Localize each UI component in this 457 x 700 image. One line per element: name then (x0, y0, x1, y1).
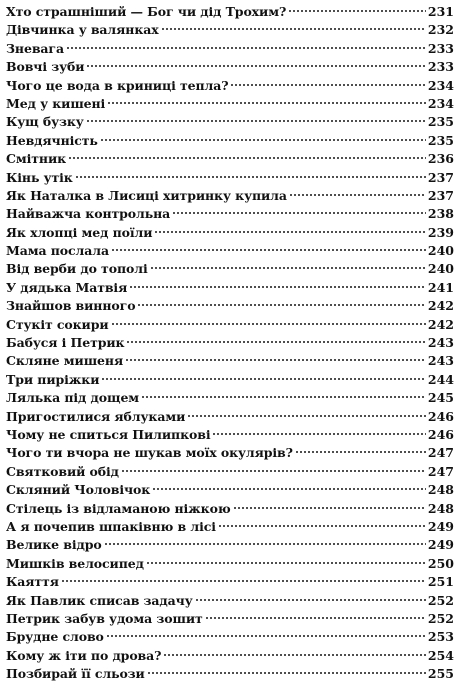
dot-leader (233, 506, 426, 510)
toc-entry-12 (6, 205, 454, 223)
toc-entry-page-number: 233 (427, 40, 454, 56)
toc-entry-14 (6, 242, 454, 260)
toc-entry-26 (6, 463, 454, 481)
toc-entry-19 (6, 334, 454, 352)
dot-leader (106, 634, 426, 638)
toc-entry-title: Скляне мишеня (6, 353, 124, 369)
toc-entry-title: Лялька під дощем (6, 390, 140, 406)
toc-entry-page-number: 250 (427, 555, 454, 571)
dot-leader (163, 653, 426, 657)
toc-entry-title: Скляний Чоловічок (6, 482, 151, 498)
toc-entry-title: Мишків велосипед (6, 555, 144, 571)
toc-entry-page-number: 254 (427, 647, 454, 663)
dot-leader (187, 414, 426, 418)
toc-entry-title: Кому ж іти по дрова? (6, 647, 162, 663)
toc-entry-title: Знайшов винного (6, 298, 136, 314)
toc-entry-page-number: 235 (427, 132, 454, 148)
toc-entry-5 (6, 77, 454, 95)
dot-leader (86, 64, 425, 68)
toc-entry-34 (6, 610, 454, 628)
dot-leader (230, 83, 425, 87)
toc-entry-page-number: 252 (427, 592, 454, 608)
dot-leader (66, 46, 426, 50)
dot-leader (101, 377, 426, 381)
toc-entry-title: Брудне слово (6, 629, 104, 645)
toc-entry-title: Як хлопці мед поїли (6, 224, 153, 240)
dot-leader (288, 9, 426, 13)
dot-leader (75, 175, 426, 179)
table-of-contents (6, 3, 454, 683)
toc-entry-page-number: 240 (427, 261, 454, 277)
toc-entry-10 (6, 169, 454, 187)
toc-entry-28 (6, 500, 454, 518)
toc-entry-title: Велике відро (6, 537, 102, 553)
toc-entry-page-number: 253 (427, 629, 454, 645)
dot-leader (111, 322, 426, 326)
toc-entry-page-number: 231 (427, 4, 454, 19)
toc-entry-21 (6, 371, 454, 389)
toc-entry-page-number: 240 (427, 243, 454, 259)
toc-entry-title: Хто страшніший — Бог чи дід Трохим? (6, 4, 287, 19)
toc-entry-title: Петрик забув удома зошит (6, 610, 203, 626)
toc-entry-title: Смітник (6, 151, 67, 167)
dot-leader (100, 138, 426, 142)
toc-entry-7 (6, 113, 454, 131)
toc-entry-title: Чого це вода в криниці тепла? (6, 77, 229, 93)
toc-entry-title: Три пиріжки (6, 371, 100, 387)
dot-leader (218, 524, 426, 528)
toc-entry-33 (6, 592, 454, 610)
toc-entry-4 (6, 58, 454, 76)
toc-entry-3 (6, 40, 454, 58)
toc-entry-title: Пригостилися яблуками (6, 408, 186, 424)
toc-entry-title: Кінь утік (6, 169, 73, 185)
toc-entry-31 (6, 555, 454, 573)
toc-entry-title: Вовчі зуби (6, 59, 85, 75)
toc-entry-title: Чому не спиться Пилипкові (6, 426, 211, 442)
toc-entry-title: Каяття (6, 574, 59, 590)
toc-entry-17 (6, 297, 454, 315)
toc-entry-title: А я почепив шпаківню в лісі (6, 518, 216, 534)
dot-leader (126, 340, 425, 344)
toc-entry-1 (6, 3, 454, 21)
toc-entry-page-number: 232 (427, 22, 454, 38)
dot-leader (205, 616, 426, 620)
dot-leader (172, 211, 426, 215)
dot-leader (107, 101, 426, 105)
toc-entry-page-number: 249 (427, 537, 454, 553)
toc-entry-page-number: 234 (427, 77, 454, 93)
dot-leader (147, 671, 426, 675)
toc-entry-29 (6, 518, 454, 536)
toc-entry-title: Від верби до тополі (6, 261, 148, 277)
toc-entry-title: Як Наталка в Лисиці хитринку купила (6, 187, 287, 203)
dot-leader (86, 119, 426, 123)
dot-leader (150, 266, 426, 270)
toc-entry-page-number: 237 (427, 169, 454, 185)
toc-entry-page-number: 246 (427, 426, 454, 442)
dot-leader (125, 358, 426, 362)
toc-entry-page-number: 237 (427, 187, 454, 203)
toc-entry-page-number: 245 (427, 390, 454, 406)
toc-entry-title: Найважча контрольна (6, 206, 171, 222)
toc-entry-title: Дівчинка у валянках (6, 22, 159, 38)
toc-entry-37 (6, 665, 454, 683)
dot-leader (129, 285, 426, 289)
dot-leader (141, 395, 426, 399)
toc-entry-9 (6, 150, 454, 168)
dot-leader (68, 156, 426, 160)
toc-entry-22 (6, 389, 454, 407)
dot-leader (61, 579, 426, 583)
toc-entry-title: Чого ти вчора не шукав моїх окулярів? (6, 445, 293, 461)
toc-entry-27 (6, 481, 454, 499)
toc-entry-page-number: 247 (427, 445, 454, 461)
toc-entry-title: Невдячність (6, 132, 98, 148)
toc-entry-page-number: 236 (427, 151, 454, 167)
toc-entry-page-number: 251 (427, 574, 454, 590)
toc-entry-page-number: 248 (427, 482, 454, 498)
dot-leader (137, 303, 425, 307)
toc-entry-title: Стукіт сокири (6, 316, 109, 332)
toc-entry-page-number: 252 (427, 610, 454, 626)
toc-entry-page-number: 243 (427, 353, 454, 369)
toc-entry-title: Позбирай її сльози (6, 666, 145, 682)
toc-entry-8 (6, 132, 454, 150)
toc-entry-title: Як Павлик списав задачу (6, 592, 193, 608)
toc-entry-title: Святковий обід (6, 463, 119, 479)
toc-entry-page-number: 235 (427, 114, 454, 130)
toc-entry-title: Мед у кишені (6, 95, 106, 111)
dot-leader (154, 230, 426, 234)
toc-entry-page-number: 234 (427, 95, 454, 111)
toc-entry-30 (6, 536, 454, 554)
toc-entry-page-number: 244 (427, 371, 454, 387)
toc-entry-page-number: 242 (427, 298, 454, 314)
dot-leader (146, 561, 426, 565)
dot-leader (152, 487, 426, 491)
toc-entry-page-number: 249 (427, 518, 454, 534)
toc-entry-page-number: 255 (427, 666, 454, 682)
toc-entry-title: Стілець із відламаною ніжкою (6, 500, 231, 516)
toc-entry-page-number: 233 (427, 59, 454, 75)
dot-leader (195, 598, 426, 602)
toc-entry-page-number: 248 (427, 500, 454, 516)
toc-entry-15 (6, 260, 454, 278)
dot-leader (161, 27, 426, 31)
toc-entry-page-number: 246 (427, 408, 454, 424)
dot-leader (121, 469, 426, 473)
toc-entry-title: Мама послала (6, 243, 109, 259)
toc-entry-35 (6, 628, 454, 646)
toc-entry-13 (6, 224, 454, 242)
toc-entry-25 (6, 444, 454, 462)
toc-entry-page-number: 243 (427, 335, 454, 351)
toc-entry-24 (6, 426, 454, 444)
toc-entry-18 (6, 316, 454, 334)
toc-entry-23 (6, 408, 454, 426)
toc-entry-11 (6, 187, 454, 205)
toc-entry-page-number: 238 (427, 206, 454, 222)
toc-entry-20 (6, 352, 454, 370)
toc-entry-page-number: 247 (427, 463, 454, 479)
toc-entry-title: У дядька Матвія (6, 279, 128, 295)
dot-leader (104, 542, 426, 546)
toc-entry-page-number: 239 (427, 224, 454, 240)
toc-entry-page-number: 242 (427, 316, 454, 332)
toc-entry-2 (6, 21, 454, 39)
toc-entry-page-number: 241 (427, 279, 454, 295)
dot-leader (111, 248, 426, 252)
toc-entry-6 (6, 95, 454, 113)
toc-entry-title: Бабуся і Петрик (6, 335, 125, 351)
toc-entry-16 (6, 279, 454, 297)
toc-entry-32 (6, 573, 454, 591)
toc-entry-title: Кущ бузку (6, 114, 84, 130)
toc-entry-36 (6, 647, 454, 665)
dot-leader (212, 432, 425, 436)
dot-leader (295, 450, 426, 454)
toc-entry-title: Зневага (6, 40, 64, 56)
dot-leader (289, 193, 426, 197)
